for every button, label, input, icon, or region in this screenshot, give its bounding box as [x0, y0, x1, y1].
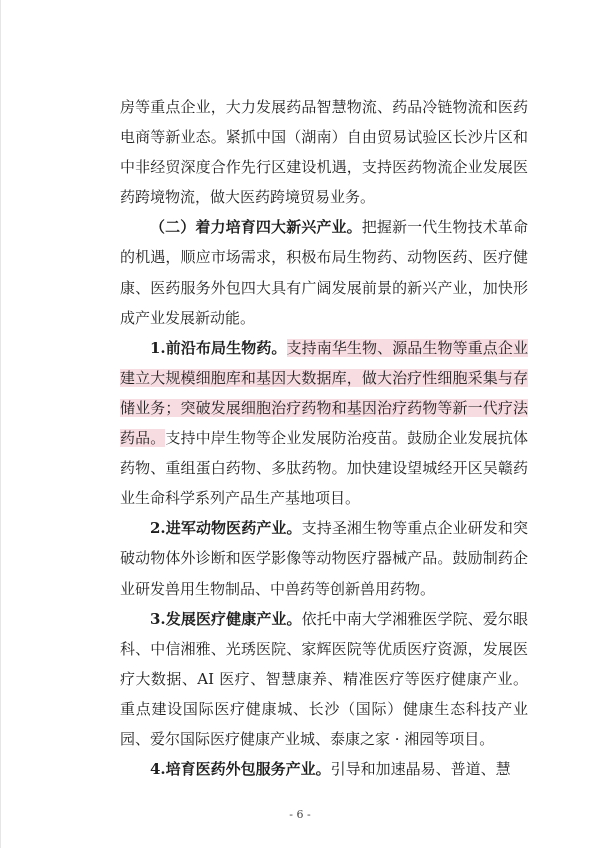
subsection-heading: 2.进军动物医药产业。: [150, 519, 302, 538]
section-heading: （二）着力培育四大新兴产业。: [150, 218, 362, 237]
paragraph-text: 引导和加速晶易、普道、慧: [330, 760, 511, 779]
paragraph-emerging-industries: [120, 212, 528, 332]
paragraph-text: 支持圣湘生物等重点企业研发和突破动物体外诊断和医学影像等动物医疗器械产品。鼓励制药企业研发兽用生物制品、中兽药等创新兽用药物。: [120, 519, 528, 598]
document-body: [120, 92, 528, 784]
paragraph-biopharma: [120, 333, 528, 514]
paragraph-logistics: 房等重点企业，大力发展药品智慧物流、药品冷链物流和医药电商等新业态。紧抓中国（湖南）自由贸易试验区长沙片区和中非经贸深度合作先行区建设机遇，支持医药物流企业发展医药跨境物流，做大医药跨境贸易业务。: [120, 98, 528, 207]
paragraph-text: 依托中南大学湘雅医学院、爱尔眼科、中信湘雅、光琇医院、家辉医院等优质医疗资源，发展医疗大数据、AI 医疗、智慧康养、精准医疗等医疗健康产业。重点建设国际医疗健康城、长沙（国际）健康生态科技产业园、爱尔国际医疗健康产业城、泰康之家 · 湘园等项目。: [120, 609, 528, 748]
paragraph-text: 支持中岸生物等企业发展防治疫苗。鼓励企业发展抗体药物、重组蛋白药物、多肽药物。加快建设望城经开区吴赣药业生命科学系列产品生产基地项目。: [120, 429, 528, 508]
paragraph-animal-medicine: [120, 513, 528, 603]
page-number: - 6 -: [289, 808, 311, 821]
paragraph-healthcare: [120, 604, 528, 754]
subsection-heading: 3.发展医疗健康产业。: [150, 609, 302, 628]
paragraph-text: 把握新一代生物技术革命的机遇，顺应市场需求，积极布局生物药、动物医药、医疗健康、医药服务外包四大具有广阔发展前景的新兴产业，加快形成产业发展新动能。: [120, 218, 528, 327]
subsection-heading: 4.培育医药外包服务产业。: [150, 760, 331, 779]
highlighted-text: 支持南华生物、源品生物等重点企业建立大规模细胞库和基因大数据库，做大治疗性细胞采集与存储业务；突破发展细胞治疗药物和基因治疗药物等新一代疗法药品。: [120, 338, 528, 448]
paragraph-outsourcing: [120, 754, 528, 784]
subsection-heading: 1.前沿布局生物药。: [150, 338, 287, 357]
